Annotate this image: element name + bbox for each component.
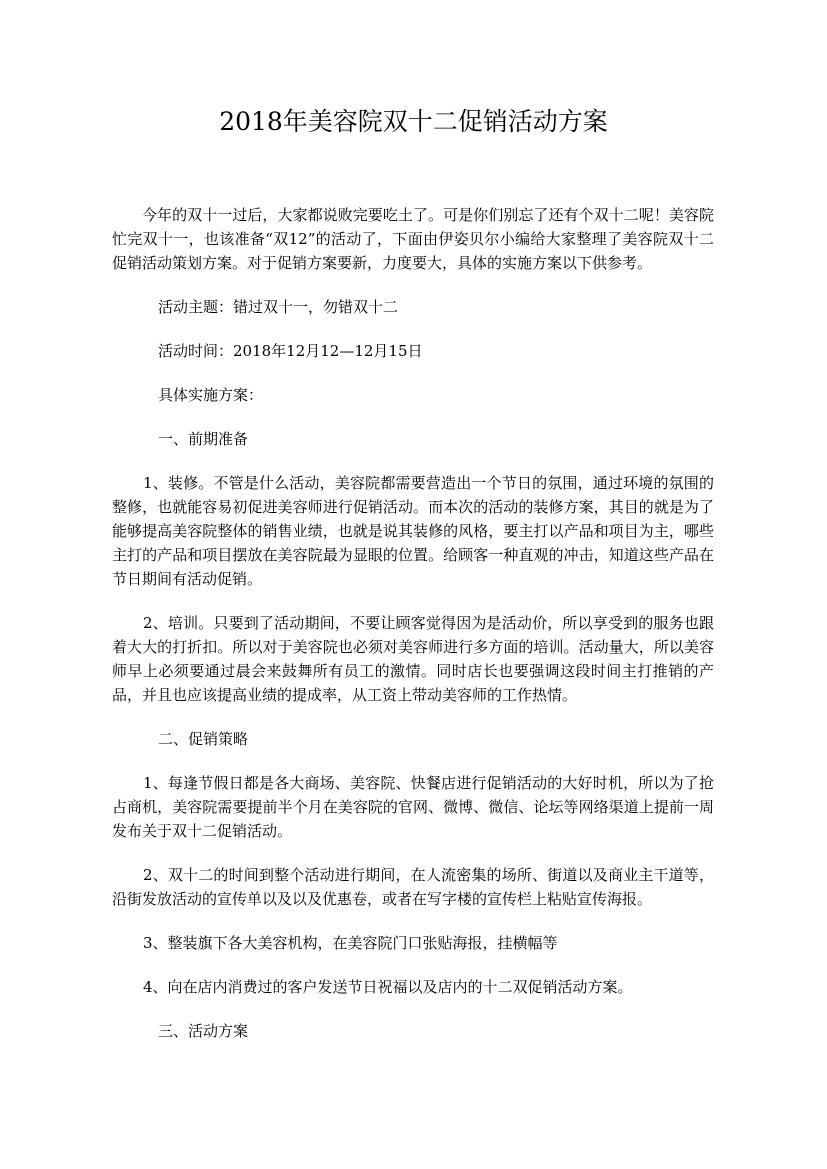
paragraph-decoration: 1、装修。不管是什么活动，美容院都需要营造出一个节日的氛围，通过环境的氛围的整修，也就能容易初促进美容师进行促销活动。而本次的活动的装修方案，其目的就是为了能够提高美容院整体的销售业绩，也就是说其装修的风格，要主打以产品和项目为主，哪些主打的产品和项目摆放在美容院最为显眼的位置。给顾客一种直观的冲击，知道这些产品在节日期间有活动促销。 xyxy=(112,474,714,588)
section-heading-strategy: 二、促销策略 xyxy=(158,730,249,748)
paragraph-strategy-2: 2、双十二的时间到整个活动进行期间，在人流密集的场所、街道以及商业主干道等，沿街发放活动的宣传单以及以及优惠卷，或者在写字楼的宣传栏上粘贴宣传海报。 xyxy=(112,866,714,908)
activity-theme: 活动主题：错过双十一，勿错双十二 xyxy=(158,298,399,316)
intro-paragraph: 今年的双十一过后，大家都说败完要吃土了。可是你们别忘了还有个双十二呢！美容院忙完双十一，也该准备“双12”的活动了，下面由伊姿贝尔小编给大家整理了美容院双十二促销活动策划方案。对于促销方案要新，力度要大，具体的实施方案以下供参考。 xyxy=(112,206,714,272)
paragraph-strategy-4: 4、向在店内消费过的客户发送节日祝福以及店内的十二双促销活动方案。 xyxy=(143,978,633,996)
section-heading-plan: 三、活动方案 xyxy=(158,1022,249,1040)
paragraph-strategy-1: 1、每逢节假日都是各大商场、美容院、快餐店进行促销活动的大好时机，所以为了抢占商机，美容院需要提前半个月在美容院的官网、微博、微信、论坛等网络渠道上提前一周发布关于双十二促销活动。 xyxy=(112,774,714,840)
paragraph-strategy-3: 3、整装旗下各大美容机构，在美容院门口张贴海报，挂横幅等 xyxy=(143,934,558,952)
plan-label: 具体实施方案： xyxy=(158,386,264,404)
document-title: 2018年美容院双十二促销活动方案 xyxy=(219,107,608,136)
section-heading-preparation: 一、前期准备 xyxy=(158,430,249,448)
activity-time: 活动时间：2018年12月12—12月15日 xyxy=(158,342,423,360)
paragraph-training: 2、培训。只要到了活动期间，不要让顾客觉得因为是活动价，所以享受到的服务也跟着大大的打折扣。所以对于美容院也必须对美容师进行多方面的培训。活动量大，所以美容师早上必须要通过晨会来鼓舞所有员工的激情。同时店长也要强调这段时间主打推销的产品，并且也应该提高业绩的提成率，从工资上带动美容师的工作热情。 xyxy=(112,614,714,704)
document-body xyxy=(112,203,714,1063)
